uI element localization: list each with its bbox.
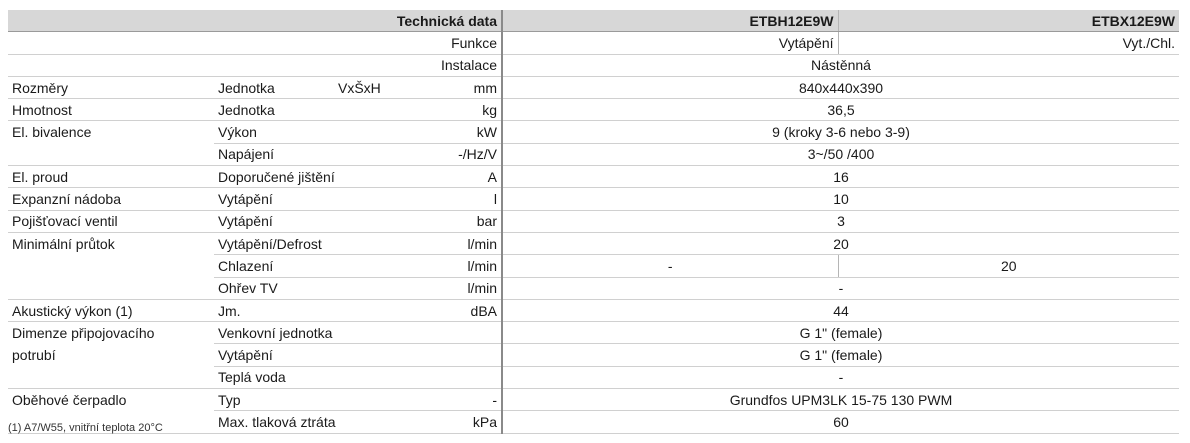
- row-sublabel: Vytápění: [214, 344, 414, 366]
- row-label: El. bivalence: [12, 124, 92, 141]
- row-unit: kPa: [414, 411, 502, 433]
- row-label: Hmotnost: [8, 99, 214, 121]
- table-row: [8, 277, 1179, 299]
- row-value: 60: [502, 411, 1179, 433]
- row-value: 20: [502, 232, 1179, 254]
- row-dimension-label: VxŠxH: [334, 76, 414, 98]
- row-value: 16: [502, 166, 1179, 188]
- table-row: [8, 411, 1179, 433]
- row-label: Pojišťovací ventil: [8, 210, 214, 232]
- row-value: 20: [838, 255, 1179, 277]
- row-label: Akustický výkon (1): [8, 299, 214, 321]
- row-unit: kg: [414, 99, 502, 121]
- row-value: G 1" (female): [502, 322, 1179, 344]
- row-unit: -: [414, 389, 502, 411]
- table-row: [8, 232, 1179, 254]
- table-title: Technická data: [8, 10, 502, 32]
- row-value: Nástěnná: [502, 54, 1179, 76]
- row-label-continued: potrubí: [12, 347, 56, 364]
- row-value: Vyt./Chl.: [838, 32, 1179, 54]
- row-label: Dimenze připojovacího: [12, 325, 155, 342]
- table-row: [8, 166, 1179, 188]
- row-sublabel: Typ: [214, 389, 414, 411]
- row-unit: l/min: [414, 255, 502, 277]
- table-row: [8, 76, 1179, 98]
- row-sublabel: Max. tlaková ztráta: [214, 411, 414, 433]
- row-unit: l/min: [414, 277, 502, 299]
- row-label: Minimální průtok: [12, 235, 115, 252]
- technical-data-table: [8, 10, 1179, 434]
- row-label-empty: [8, 255, 214, 277]
- table-row: [8, 210, 1179, 232]
- table-row: [8, 32, 1179, 54]
- row-value: 10: [502, 188, 1179, 210]
- row-value: 36,5: [502, 99, 1179, 121]
- footnote: (1) A7/W55, vnitřní teplota 20°C: [8, 422, 163, 434]
- table-row: [8, 143, 1179, 165]
- row-sublabel: Jednotka: [214, 76, 334, 98]
- row-label: Funkce: [8, 32, 502, 54]
- row-sublabel: Vytápění: [214, 210, 414, 232]
- row-label-empty: [8, 277, 214, 299]
- row-value: 9 (kroky 3-6 nebo 3-9): [502, 121, 1179, 143]
- row-sublabel: Doporučené jištění: [214, 166, 414, 188]
- table-row: [8, 322, 1179, 344]
- row-value: 840x440x390: [502, 76, 1179, 98]
- row-label: Expanzní nádoba: [8, 188, 214, 210]
- row-sublabel: Vytápění/Defrost: [214, 232, 414, 254]
- row-sublabel: Teplá voda: [214, 366, 414, 388]
- row-unit: A: [414, 166, 502, 188]
- table-row: [8, 389, 1179, 411]
- row-value: -: [502, 277, 1179, 299]
- row-sublabel: Napájení: [214, 143, 414, 165]
- row-unit-empty: [414, 366, 502, 388]
- table-row: [8, 121, 1179, 143]
- row-value: Vytápění: [502, 32, 838, 54]
- row-label-empty: [8, 143, 214, 165]
- row-unit: mm: [414, 76, 502, 98]
- row-sublabel: Ohřev TV: [214, 277, 414, 299]
- row-sublabel: Chlazení: [214, 255, 414, 277]
- table-row: [8, 188, 1179, 210]
- table-row: [8, 99, 1179, 121]
- row-sublabel: Jm.: [214, 299, 414, 321]
- row-unit-empty: [414, 322, 502, 344]
- table-row: [8, 299, 1179, 321]
- row-sublabel: Jednotka: [214, 99, 414, 121]
- row-unit: bar: [414, 210, 502, 232]
- row-unit: l/min: [414, 232, 502, 254]
- row-label: Rozměry: [8, 76, 214, 98]
- table-row: [8, 255, 1179, 277]
- model-2-header: ETBX12E9W: [838, 10, 1179, 32]
- row-label: Oběhové čerpadlo: [12, 391, 127, 408]
- row-value: 44: [502, 299, 1179, 321]
- row-value: Grundfos UPM3LK 15-75 130 PWM: [502, 389, 1179, 411]
- row-sublabel: Venkovní jednotka: [214, 322, 414, 344]
- row-value: 3~/50 /400: [502, 143, 1179, 165]
- table-row: [8, 366, 1179, 388]
- row-sublabel: Vytápění: [214, 188, 414, 210]
- row-value: 3: [502, 210, 1179, 232]
- row-label: Instalace: [8, 54, 502, 76]
- row-value: -: [502, 366, 1179, 388]
- row-unit: kW: [414, 121, 502, 143]
- row-unit: l: [414, 188, 502, 210]
- row-value: G 1" (female): [502, 344, 1179, 366]
- table-row: [8, 344, 1179, 366]
- row-unit-empty: [414, 344, 502, 366]
- model-1-header: ETBH12E9W: [502, 10, 838, 32]
- table-header-row: [8, 10, 1179, 32]
- row-sublabel: Výkon: [214, 121, 414, 143]
- row-label: El. proud: [8, 166, 214, 188]
- row-unit: dBA: [414, 299, 502, 321]
- table-row: [8, 54, 1179, 76]
- row-label-empty: [8, 366, 214, 388]
- row-unit: -/Hz/V: [414, 143, 502, 165]
- row-value: -: [502, 255, 838, 277]
